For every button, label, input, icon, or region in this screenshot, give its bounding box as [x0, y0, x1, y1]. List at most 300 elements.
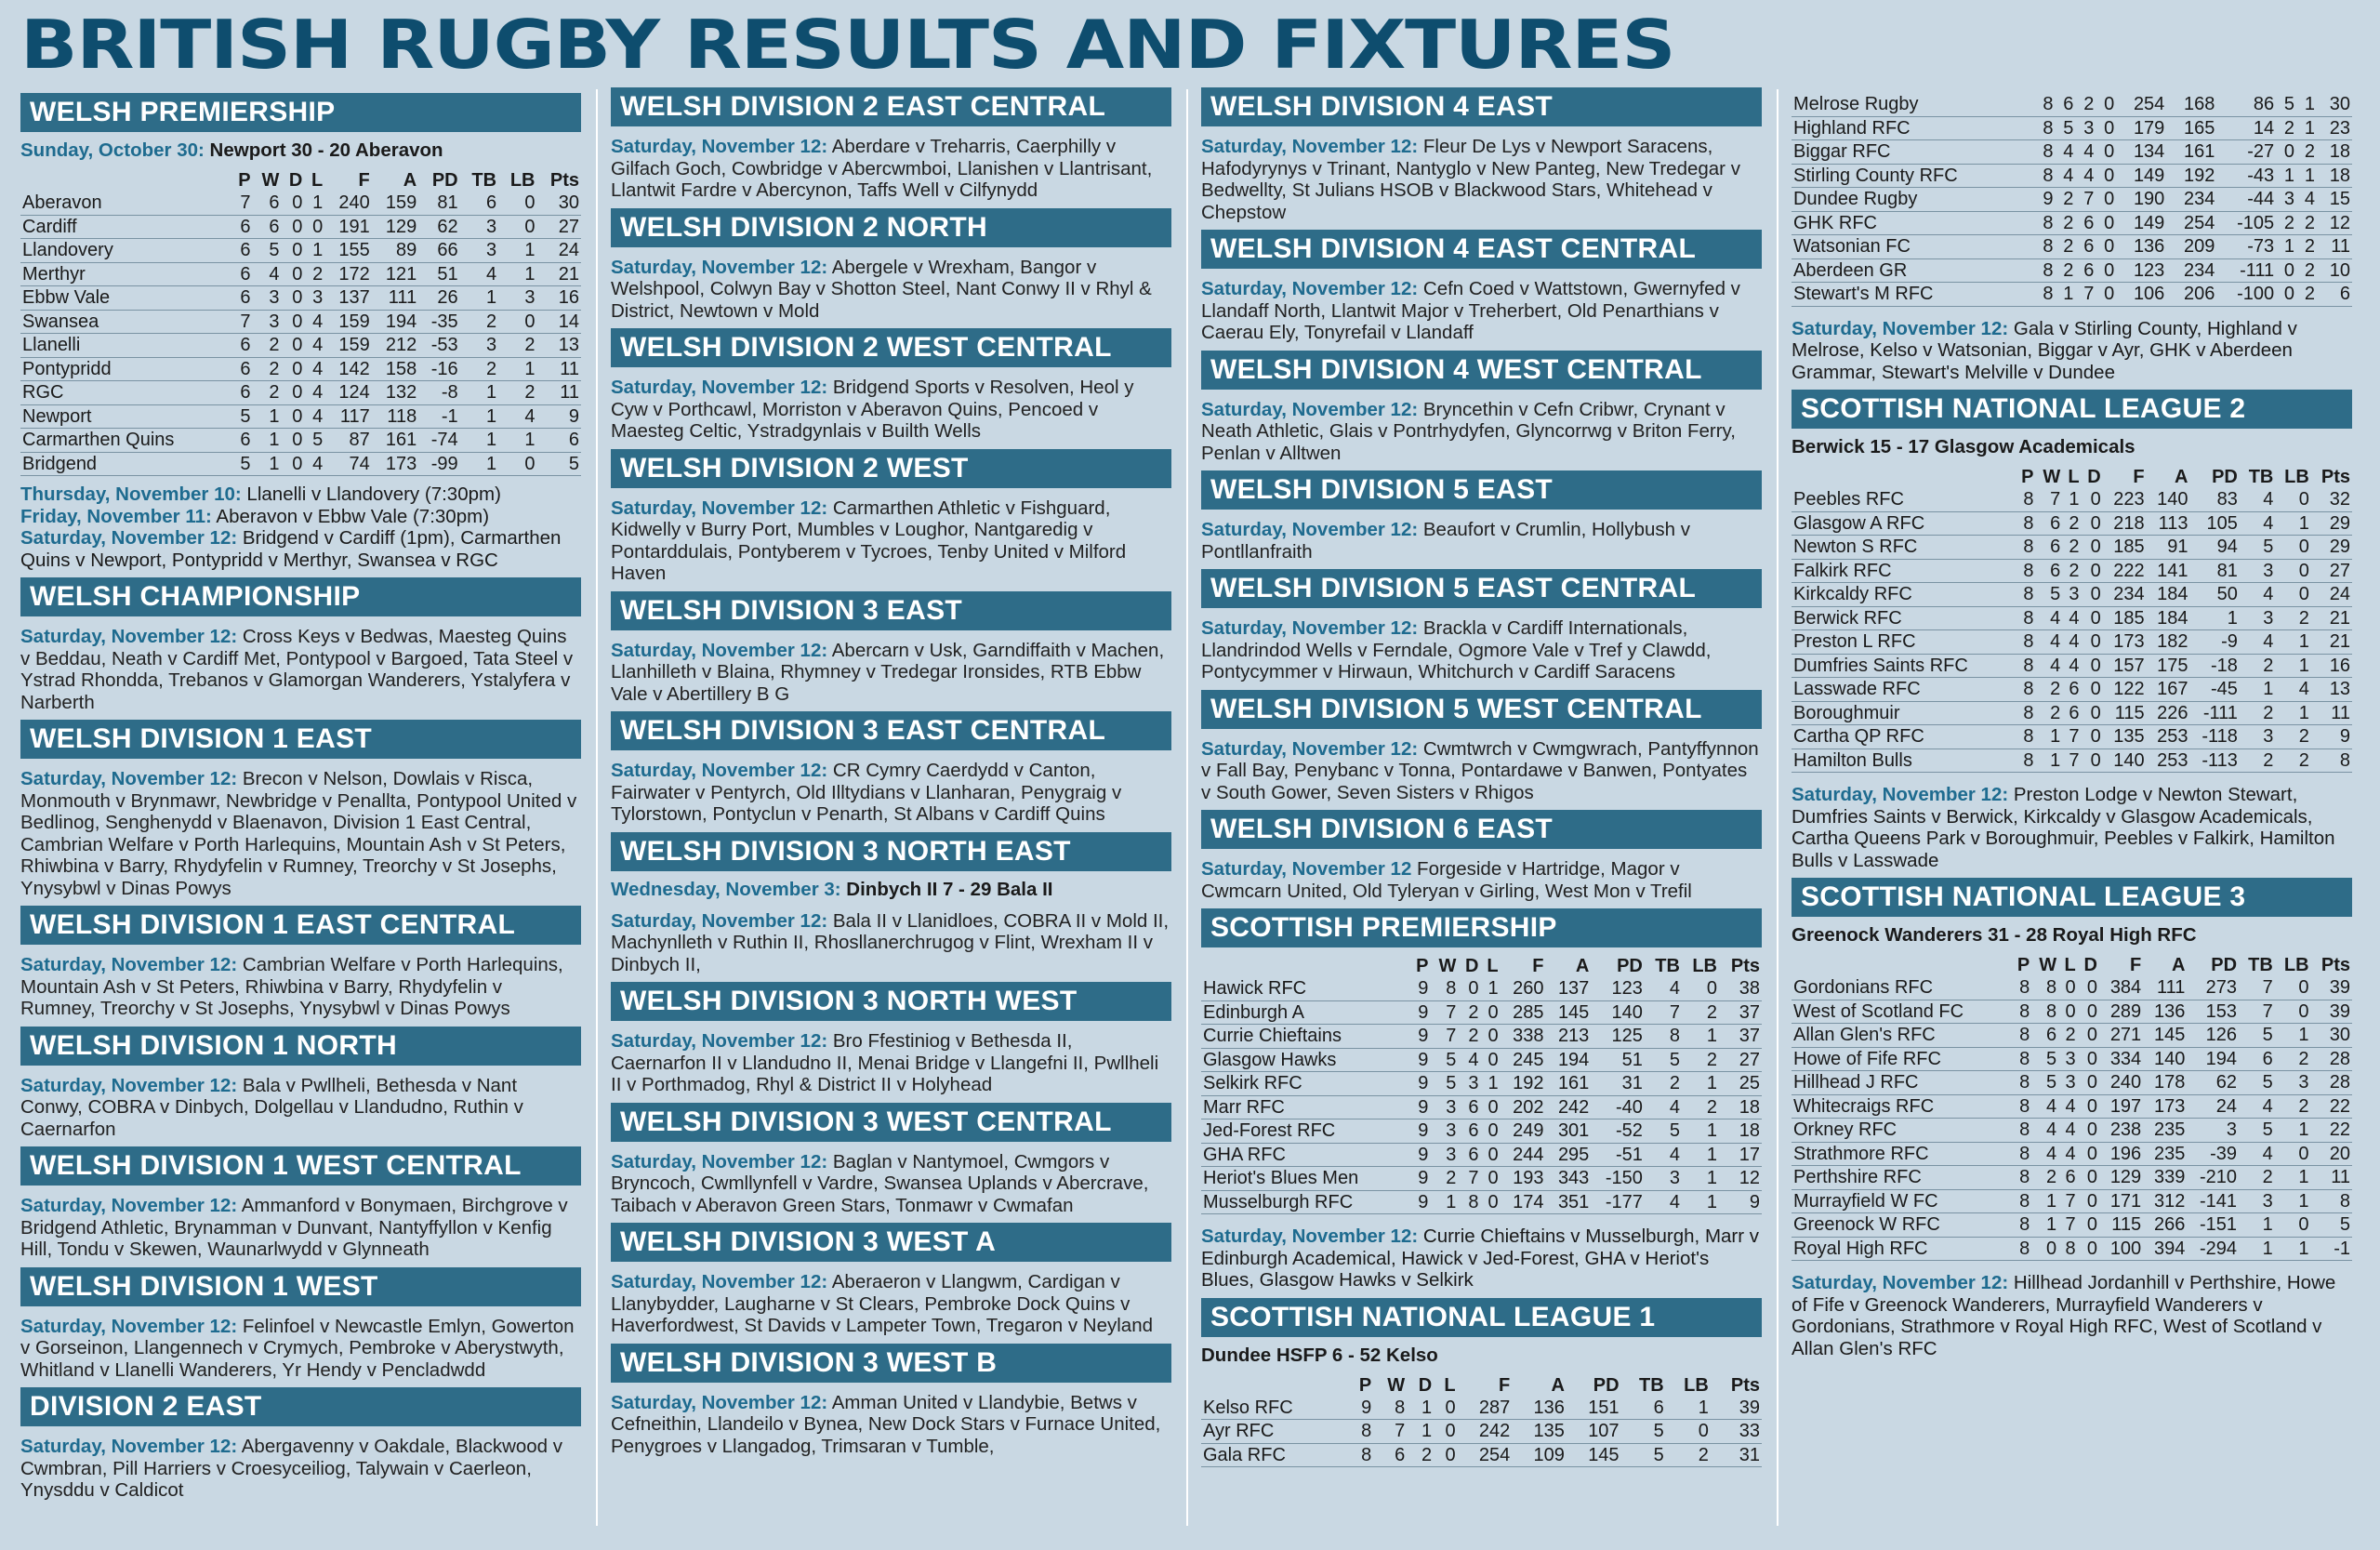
stat-cell: -105 [2216, 211, 2276, 235]
stat-cell: 6 [231, 286, 252, 311]
stat-cell: 11 [2317, 235, 2352, 259]
section-title: WELSH DIVISION 1 EAST [20, 720, 581, 759]
stat-cell: -27 [2216, 140, 2276, 165]
stat-cell: 1 [1480, 977, 1500, 1000]
stat-cell: 0 [2082, 559, 2103, 583]
team-name: Stirling County RFC [1792, 164, 2035, 188]
stat-cell: 18 [1719, 1095, 1762, 1119]
stat-cell: 185 [2103, 606, 2147, 630]
fixture-text: Brecon v Nelson, Dowlais v Risca, Monmouth v Brynmawr, Newbridge v Penallta, Pontypool United v Bedlinog, Senghenydd v Blaenavon, Division 1 East Central, Cambrian Welfare v Porth Harlequins, Mountain Ash v St Peters, Rhiwbina v Barry, Rhydyfelin v Rumney, Treorchy v St Josephs, Ynysybwl v Dinas Powys [20, 768, 577, 899]
stat-cell: 2 [1458, 1000, 1480, 1025]
section-title: WELSH DIVISION 3 WEST B [611, 1344, 1171, 1383]
section-title: SCOTTISH NATIONAL LEAGUE 3 [1792, 878, 2352, 917]
fixture-text: Abercarn v Usk, Garndiffaith v Machen, Llanhilleth v Blaina, Rhymney v Tredegar Ironsides, RTB Ebbw Vale v Abertillery B G [611, 639, 1165, 705]
league-section [1201, 908, 1762, 1292]
fixture-text: Fleur De Lys v Newport Saracens, Hafodyrynys v Trinant, Nantyglo v New Panteg, New Tredegar v Bedwellty, St Julians HSOB v Blackwood Stars, Whitehead v Chepstow [1201, 136, 1740, 223]
stat-cell: 1 [2275, 1119, 2311, 1143]
stat-cell: 7 [2239, 976, 2275, 1000]
stat-cell: 11 [2311, 1166, 2352, 1190]
stat-cell: 29 [2311, 536, 2352, 560]
stat-cell: 6 [253, 215, 282, 239]
league-table [1792, 93, 2352, 307]
stat-cell: 4 [2239, 1094, 2275, 1119]
table-row [20, 429, 581, 453]
stat-cell: 7 [1458, 1167, 1480, 1191]
stat-cell: 0 [2276, 283, 2296, 307]
stat-cell: 6 [2062, 701, 2081, 725]
team-name: Royal High RFC [1792, 1237, 2011, 1261]
stat-cell: 0 [2096, 116, 2116, 140]
stat-cell: 8 [1348, 1420, 1373, 1444]
fixture-date: Thursday, November 10: [20, 484, 242, 505]
stat-cell: 0 [281, 452, 304, 476]
fixture-text: Aberaeron v Llangwm, Cardigan v Llanybydder, Laugharne v St Clears, Pembroke Dock Quins v Haverfordwest, St Davids v Lampeter Town, Tregaron v Neyland [611, 1271, 1153, 1336]
stat-cell: 4 [1645, 1143, 1682, 1167]
table-row [20, 334, 581, 358]
stat-cell: 1 [2275, 654, 2310, 678]
stat-cell: 9 [1348, 1397, 1373, 1420]
stat-cell: 6 [231, 357, 252, 381]
league-section [611, 832, 1171, 976]
stat-cell: 3 [253, 286, 282, 311]
stat-cell: 4 [2031, 1142, 2058, 1166]
header-cell: D [2083, 955, 2097, 975]
stat-cell: 8 [2035, 93, 2056, 116]
league-section [20, 1267, 581, 1382]
stat-cell: -210 [2187, 1166, 2239, 1190]
team-name: Marr RFC [1201, 1095, 1409, 1119]
header-cell: F [2129, 955, 2142, 975]
stat-cell: 2 [2062, 536, 2081, 560]
stat-cell: 8 [2016, 559, 2036, 583]
stat-cell: 5 [536, 452, 581, 476]
team-name: Murrayfield W FC [1792, 1189, 2011, 1213]
header-cell: L [1487, 956, 1499, 976]
stat-cell: 1 [2189, 606, 2239, 630]
stat-cell: 142 [324, 357, 371, 381]
stat-cell: -150 [1591, 1167, 1645, 1191]
stat-cell: 266 [2143, 1213, 2187, 1238]
header-cell: TB [1639, 1374, 1664, 1396]
team-name: Pontypridd [20, 357, 231, 381]
stat-cell: 161 [2166, 140, 2216, 165]
stat-cell: 190 [2116, 188, 2166, 212]
stat-cell: 1 [2275, 1024, 2311, 1048]
stat-cell: 1 [2239, 1213, 2275, 1238]
stat-cell: 1 [1682, 1143, 1719, 1167]
stat-cell: 0 [2082, 511, 2103, 536]
stat-cell: 4 [2035, 654, 2062, 678]
stat-cell: 8 [2011, 976, 2031, 1000]
stat-cell: 0 [1480, 1048, 1500, 1072]
fixtures [611, 247, 1171, 323]
league-section [1201, 1298, 1762, 1468]
stat-cell: 28 [2311, 1071, 2352, 1095]
stat-cell: 242 [1545, 1095, 1591, 1119]
section-title: WELSH DIVISION 5 WEST CENTRAL [1201, 690, 1762, 729]
stat-cell: 11 [2311, 701, 2352, 725]
stat-cell: 0 [2082, 749, 2103, 773]
team-name: Dundee Rugby [1792, 188, 2035, 212]
team-name: West of Scotland FC [1792, 1000, 2011, 1024]
stat-cell: 9 [1409, 1048, 1431, 1072]
fixture-text: Bridgend Sports v Resolven, Heol y Cyw v Porthcawl, Morriston v Aberavon Quins, Pencoed v Maesteg Celtic, Ystradgynlais v Builth Wells [611, 377, 1134, 442]
table-row [1201, 1025, 1762, 1049]
stat-cell: 0 [2096, 283, 2116, 307]
league-section [20, 906, 581, 1020]
stat-cell: 6 [2075, 235, 2096, 259]
table-row [20, 381, 581, 405]
stat-cell: 8 [2016, 749, 2036, 773]
table-row [1792, 116, 2352, 140]
stat-cell: 2 [1407, 1443, 1434, 1467]
fixture-date: Sunday, October 30: [20, 139, 205, 161]
header-cell: A [2175, 467, 2188, 487]
stat-cell: 0 [2078, 1119, 2099, 1143]
stat-cell: 8 [2016, 678, 2036, 702]
table-row [20, 215, 581, 239]
fixture-text: Abergele v Wrexham, Bangor v Welshpool, Colwyn Bay v Shotton Steel, Nant Conwy II v Rhyl & District, Newtown v Mold [611, 256, 1152, 322]
header-cell: PD [2212, 467, 2238, 487]
stat-cell: 338 [1501, 1025, 1546, 1049]
stat-cell: 1 [460, 381, 498, 405]
stat-cell: 1 [1682, 1072, 1719, 1096]
stat-cell: 0 [2275, 583, 2310, 607]
team-name: Hamilton Bulls [1792, 749, 2016, 773]
section-title: WELSH CHAMPIONSHIP [20, 577, 581, 616]
stat-cell: 8 [1430, 977, 1458, 1000]
header-cell: P [2021, 467, 2034, 487]
column-4 [1792, 86, 2352, 1366]
stat-cell: 14 [2216, 116, 2276, 140]
stat-cell: 145 [1545, 1000, 1591, 1025]
stat-cell: 8 [2058, 1237, 2077, 1261]
league-section [1201, 810, 1762, 902]
stat-cell: 5 [1430, 1072, 1458, 1096]
stat-cell: 129 [2099, 1166, 2143, 1190]
fixture-text: Bryncethin v Cefn Cribwr, Crynant v Neath Athletic, Glais v Pontrhydyfen, Glyncorrwg v Briton Ferry, Penlan v Alltwen [1201, 398, 1736, 464]
fixture-date: Saturday, November 12: [20, 527, 238, 549]
stat-cell: 8 [2016, 511, 2036, 536]
stat-cell: -39 [2187, 1142, 2239, 1166]
stat-cell: 6 [231, 239, 252, 263]
stat-cell: -16 [418, 357, 459, 381]
section-title: WELSH DIVISION 5 EAST CENTRAL [1201, 569, 1762, 608]
header-cell: TB [2248, 955, 2273, 975]
stat-cell: 8 [2016, 606, 2036, 630]
fixtures [1201, 729, 1762, 804]
stat-cell: 0 [2275, 976, 2311, 1000]
stat-cell: 4 [1645, 1095, 1682, 1119]
stat-cell: -8 [418, 381, 459, 405]
stat-cell: 4 [2035, 606, 2062, 630]
fixtures [1201, 510, 1762, 563]
stat-cell: 0 [2078, 1047, 2099, 1071]
section-title: WELSH DIVISION 3 NORTH EAST [611, 832, 1171, 871]
stat-cell: 5 [1645, 1119, 1682, 1144]
stat-cell: 3 [2058, 1071, 2077, 1095]
stat-cell: 0 [2031, 1237, 2058, 1261]
fixture-line [20, 506, 581, 528]
stat-cell: 3 [2239, 1189, 2275, 1213]
header-cell: Pts [2320, 955, 2350, 975]
stat-cell: 3 [460, 215, 498, 239]
stat-cell: 235 [2143, 1142, 2187, 1166]
stat-cell: 4 [2240, 511, 2275, 536]
stat-cell: 0 [1480, 1025, 1500, 1049]
header-team [1792, 954, 2011, 976]
fixture-date: Saturday, November 12: [611, 1150, 828, 1172]
fixture-text: Brackla v Cardiff Internationals, Llandrindod Wells v Ferndale, Ogmore Vale v Tref y Clawdd, Pontycymmer v Hirwaun, Whitchurch v Cardiff Saracens [1201, 617, 1712, 682]
stat-cell: 30 [2311, 1024, 2352, 1048]
header-cell: PD [2211, 955, 2238, 975]
header-cell: W [1387, 1374, 1406, 1396]
fixture-date: Saturday, November 12: [20, 1436, 238, 1457]
stat-cell: 0 [498, 452, 536, 476]
stat-cell: 140 [1591, 1000, 1645, 1025]
stat-cell: 223 [2103, 488, 2147, 511]
table-row [20, 404, 581, 429]
stat-cell: 1 [304, 239, 324, 263]
stat-cell: -74 [418, 429, 459, 453]
stat-cell: 20 [2311, 1142, 2352, 1166]
header-cell: A [1575, 956, 1590, 976]
stat-cell: 4 [2240, 488, 2275, 511]
stat-cell: 51 [418, 262, 459, 286]
stat-cell: 11 [536, 381, 581, 405]
fixture-text: Amman United v Llandybie, Betws v Cefneithin, Llandeilo v Bynea, New Dock Stars v Furnace United, Penygroes v Llangadog, Trimsaran v Tumble, [611, 1391, 1161, 1457]
team-name: Ebbw Vale [20, 286, 231, 311]
league-section [1201, 87, 1762, 223]
stat-cell: 2 [2035, 678, 2062, 702]
stat-cell: 7 [2062, 749, 2081, 773]
stat-cell: 6 [2035, 511, 2062, 536]
stat-cell: 136 [2143, 1000, 2187, 1024]
fixture-date: Saturday, November 12: [1201, 519, 1419, 540]
league-section [1201, 569, 1762, 683]
league-section [611, 982, 1171, 1096]
stat-cell: 6 [231, 334, 252, 358]
stat-cell: 3 [2187, 1119, 2239, 1143]
fixtures-note [1792, 773, 2352, 871]
stat-cell: 0 [2275, 1142, 2311, 1166]
header-cell: A [2171, 955, 2186, 975]
stat-cell: 1 [2275, 701, 2310, 725]
fixture-date: Saturday, November 12: [1201, 278, 1419, 299]
stat-cell: 0 [1480, 1167, 1500, 1191]
league-section [1792, 390, 2352, 871]
fixture-text: Forgeside v Hartridge, Magor v Cwmcarn United, Old Tyleryan v Girling, West Mon v Trefil [1201, 858, 1692, 902]
fixtures [20, 1066, 581, 1141]
table-row [20, 310, 581, 334]
table-row [1792, 258, 2352, 283]
fixture-text: Aberdare v Treharris, Caerphilly v Gilfach Goch, Cowbridge v Abercwmboi, Llanishen v Llantrisant, Llantwit Fardre v Abercynon, Taffs Well v Cilfynydd [611, 136, 1153, 201]
stat-cell: 253 [2147, 725, 2190, 749]
stat-cell: 0 [2058, 1000, 2077, 1024]
fixtures-note [1792, 307, 2352, 384]
stat-cell: 339 [2143, 1166, 2187, 1190]
header-cell: W [2039, 955, 2057, 975]
stat-cell: 0 [2276, 258, 2296, 283]
league-section [1792, 93, 2352, 383]
stat-cell: 3 [1645, 1167, 1682, 1191]
stat-cell: 173 [2103, 630, 2147, 655]
stat-cell: 238 [2099, 1119, 2143, 1143]
stat-cell: 66 [418, 239, 459, 263]
fixture-date: Friday, November 11: [20, 505, 212, 527]
stat-cell: 81 [2189, 559, 2239, 583]
stat-cell: 194 [2187, 1047, 2239, 1071]
stat-cell: 8 [2035, 211, 2056, 235]
fixture-text: Cross Keys v Bedwas, Maesteg Quins v Beddau, Neath v Cardiff Met, Pontypool v Bargoed, Tata Steel v Ystrad Rhondda, Trebanos v Glamorgan Wanderers, Ystalyfera v Narberth [20, 626, 574, 713]
stat-cell: 4 [304, 310, 324, 334]
team-name: Watsonian FC [1792, 235, 2035, 259]
header-cell: P [1416, 956, 1429, 976]
stat-cell: 194 [372, 310, 418, 334]
table-row [1792, 559, 2352, 583]
stat-cell: 174 [1501, 1190, 1546, 1214]
header-cell: W [2043, 467, 2061, 487]
stat-cell: 9 [1409, 1095, 1431, 1119]
stat-cell: 153 [2187, 1000, 2239, 1024]
stat-cell: 4 [304, 452, 324, 476]
stat-cell: 6 [231, 429, 252, 453]
stat-cell: 0 [2082, 606, 2103, 630]
stat-cell: 1 [2240, 678, 2275, 702]
stat-cell: 1 [498, 357, 536, 381]
stat-cell: 351 [1545, 1190, 1591, 1214]
stat-cell: 18 [2317, 164, 2352, 188]
stat-cell: 194 [1545, 1048, 1591, 1072]
table-row [1201, 1048, 1762, 1072]
table-header-row [20, 169, 581, 192]
stat-cell: 5 [253, 239, 282, 263]
table-row [1792, 583, 2352, 607]
stat-cell: 83 [2189, 488, 2239, 511]
stat-cell: -40 [1591, 1095, 1645, 1119]
stat-cell: -294 [2187, 1237, 2239, 1261]
stat-cell: 2 [2275, 725, 2310, 749]
stat-cell: 5 [1621, 1420, 1666, 1444]
stat-cell: 2 [2240, 749, 2275, 773]
fixture-text: Abergavenny v Oakdale, Blackwood v Cwmbran, Pill Harriers v Croesyceiliog, Talywain v Caerleon, Ynysddu v Caldicot [20, 1436, 563, 1501]
stat-cell: 0 [1480, 1190, 1500, 1214]
stat-cell: 151 [1567, 1397, 1621, 1420]
stat-cell: 13 [536, 334, 581, 358]
stat-cell: 8 [2031, 976, 2058, 1000]
fixture-text: Ammanford v Bonymaen, Birchgrove v Bridgend Athletic, Brynamman v Dunvant, Nantyffyllon v Kenfig Hill, Tondu v Skewen, Waunarlwydd v Glynneath [20, 1195, 568, 1260]
stat-cell: -151 [2187, 1213, 2239, 1238]
stat-cell: 115 [2103, 701, 2147, 725]
fixture-text: Berwick 15 - 17 Glasgow Academicals [1792, 436, 2135, 457]
stat-cell: 18 [2317, 140, 2352, 165]
stat-cell: 2 [2240, 701, 2275, 725]
stat-cell: 134 [2116, 140, 2166, 165]
table-row [1792, 701, 2352, 725]
league-section [611, 1223, 1171, 1337]
stat-cell: 94 [2189, 536, 2239, 560]
stat-cell: 271 [2099, 1024, 2143, 1048]
fixture-text: Hillhead Jordanhill v Perthshire, Howe of Fife v Greenock Wanderers, Murrayfield Wanderers v Gordonians, Strathmore v Royal High RFC, West of Scotland v Allan Glen's RFC [1792, 1272, 2336, 1359]
section-title: WELSH DIVISION 3 NORTH WEST [611, 982, 1171, 1021]
header-cell: F [2133, 467, 2145, 487]
stat-cell: 117 [324, 404, 371, 429]
stat-cell: 6 [2058, 1166, 2077, 1190]
header-cell: PD [1617, 956, 1643, 976]
table-row [1201, 1072, 1762, 1096]
team-name: Gordonians RFC [1792, 976, 2011, 1000]
stat-cell: 2 [2296, 140, 2317, 165]
stat-cell: 334 [2099, 1047, 2143, 1071]
stat-cell: 343 [1545, 1167, 1591, 1191]
stat-cell: 115 [2099, 1213, 2143, 1238]
stat-cell: 1 [2035, 749, 2062, 773]
stat-cell: 2 [1645, 1072, 1682, 1096]
stat-cell: 9 [1409, 1190, 1431, 1214]
stat-cell: 2 [2275, 1094, 2311, 1119]
fixture-date: Saturday, November 12: [611, 760, 828, 781]
stat-cell: 5 [304, 429, 324, 453]
stat-cell: 0 [1434, 1443, 1457, 1467]
header-cell: L [2068, 467, 2080, 487]
stat-cell: 39 [2311, 976, 2352, 1000]
stat-cell: -1 [2311, 1237, 2352, 1261]
stat-cell: 1 [1682, 1190, 1719, 1214]
team-name: Biggar RFC [1792, 140, 2035, 165]
team-name: Newport [20, 404, 231, 429]
stat-cell: 18 [1719, 1119, 1762, 1144]
stat-cell: 37 [1719, 1000, 1762, 1025]
stat-cell: 1 [1682, 1119, 1719, 1144]
stat-cell: 0 [281, 357, 304, 381]
stat-cell: 1 [1682, 1025, 1719, 1049]
team-name: Berwick RFC [1792, 606, 2016, 630]
fixture-text: Llanelli v Llandovery (7:30pm) [241, 484, 501, 505]
header-cell: P [1358, 1374, 1372, 1396]
stat-cell: 74 [324, 452, 371, 476]
stat-cell: 107 [1567, 1420, 1621, 1444]
result-line [1792, 429, 2352, 458]
stat-cell: 135 [2103, 725, 2147, 749]
team-name: Aberdeen GR [1792, 258, 2035, 283]
section-title: WELSH DIVISION 2 EAST CENTRAL [611, 87, 1171, 126]
stat-cell: 6 [2056, 93, 2076, 116]
header-cell: Pts [1730, 956, 1760, 976]
league-section [611, 208, 1171, 323]
fixtures [20, 1426, 581, 1502]
stat-cell: 9 [2311, 725, 2352, 749]
stat-cell: -141 [2187, 1189, 2239, 1213]
stat-cell: 4 [460, 262, 498, 286]
stat-cell: 172 [324, 262, 371, 286]
header-cell: P [2016, 955, 2030, 975]
stat-cell: 3 [1430, 1119, 1458, 1144]
stat-cell: 384 [2099, 976, 2143, 1000]
stat-cell: 4 [2240, 583, 2275, 607]
league-section [1201, 690, 1762, 804]
fixture-date: Saturday, November 12: [1201, 1225, 1419, 1247]
header-cell: L [311, 170, 324, 191]
table-header-row [1201, 1374, 1762, 1397]
section-title: SCOTTISH NATIONAL LEAGUE 1 [1201, 1298, 1762, 1337]
stat-cell: 8 [2035, 283, 2056, 307]
stat-cell: 6 [2031, 1024, 2058, 1048]
stat-cell: 2 [2276, 116, 2296, 140]
header-cell: Pts [2320, 467, 2350, 487]
stat-cell: 8 [2031, 1000, 2058, 1024]
team-name: Preston L RFC [1792, 630, 2016, 655]
stat-cell: 24 [536, 239, 581, 263]
